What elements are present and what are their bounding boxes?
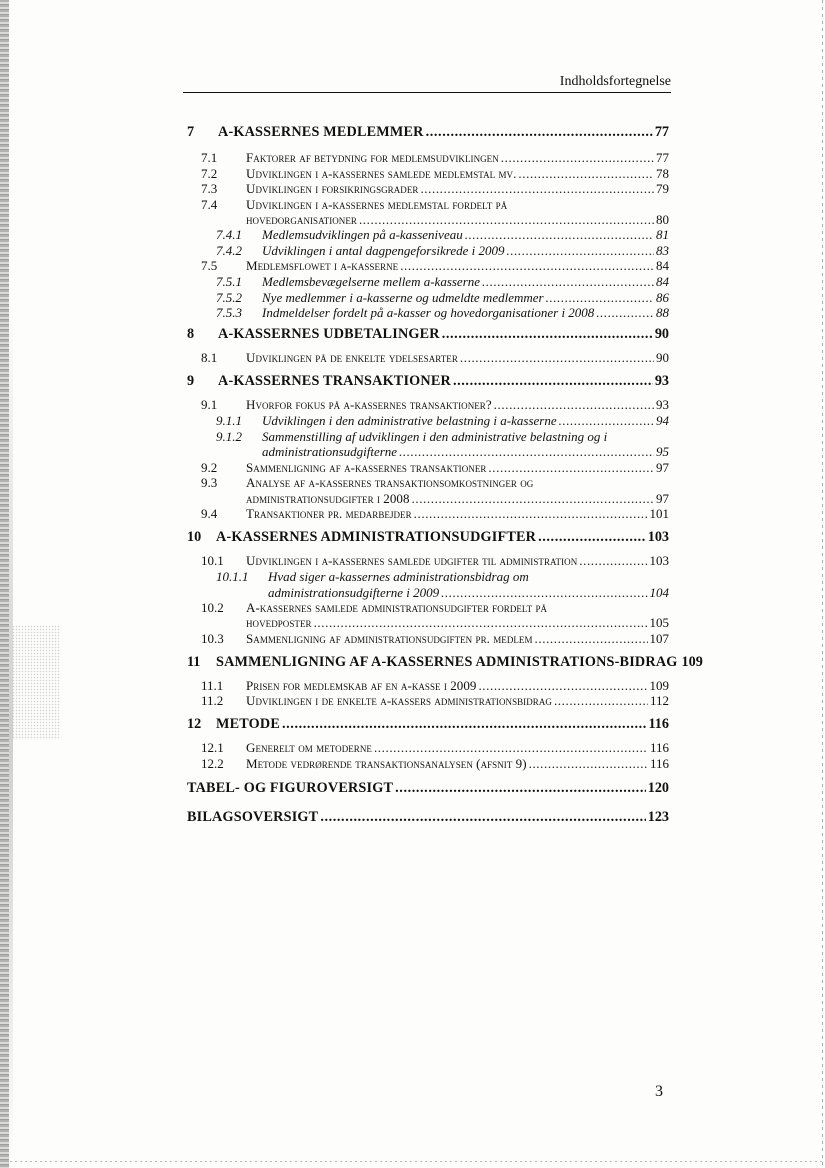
toc-page: 104 [649, 585, 669, 600]
toc-section-10-1[interactable] [201, 553, 669, 569]
toc-page: 93 [654, 373, 669, 389]
toc-number: 9.2 [201, 460, 218, 475]
toc-title: SAMMENLIGNING AF A-KASSERNES ADMINISTRATIONS-BIDRAG [216, 654, 678, 670]
toc-number: 8 [187, 326, 195, 342]
toc-number: 7.2 [201, 166, 218, 181]
toc-number: 9.1.1 [216, 413, 242, 428]
toc-number: 12 [187, 716, 202, 732]
toc-title-continuation: administrationsudgifterne i 2009 [268, 585, 440, 600]
toc-subsection-7-5-3[interactable] [216, 305, 669, 321]
toc-subsection-10-1-1-continued[interactable] [268, 585, 669, 601]
toc-page: 116 [649, 756, 669, 771]
toc-page: 97 [656, 491, 669, 506]
toc-section-10-3[interactable] [201, 631, 669, 647]
dot-leader [400, 258, 654, 274]
toc-title-continuation: hovedposter [246, 615, 312, 630]
toc-subsection-10-1-1[interactable] [216, 569, 669, 585]
toc-page: 90 [654, 326, 669, 342]
toc-title: METODE [216, 716, 281, 732]
toc-title-continuation: administrationsudgifter i 2008 [246, 491, 410, 506]
toc-page: 80 [656, 212, 669, 227]
toc-subsection-9-1-2[interactable] [216, 429, 669, 445]
toc-section-7-3[interactable] [201, 181, 669, 197]
toc-page: 81 [656, 227, 669, 242]
toc-number: 12.2 [201, 756, 224, 771]
toc-number: 11 [187, 654, 201, 670]
toc-page: 109 [681, 654, 703, 670]
toc-page: 105 [649, 615, 669, 630]
toc-chapter-10[interactable] [187, 529, 669, 546]
toc-page: 120 [647, 780, 669, 796]
dot-leader [559, 413, 654, 429]
toc-section-7-1[interactable] [201, 150, 669, 166]
toc-title: Hvorfor fokus på a-kassernes transaktioner? [246, 397, 492, 412]
toc-number: 11.1 [201, 678, 224, 693]
toc-page: 84 [656, 258, 669, 273]
toc-number: 7 [187, 124, 195, 140]
toc-title-continuation: administrationsudgifterne [262, 444, 398, 459]
toc-chapter-9[interactable] [187, 373, 669, 390]
toc-title: A-KASSERNES UDBETALINGER [218, 326, 440, 342]
toc-page: 84 [656, 274, 669, 289]
toc-number: 9 [187, 373, 195, 389]
dot-leader [538, 529, 646, 546]
dot-leader [426, 124, 653, 141]
dot-leader [414, 506, 648, 522]
dot-leader [441, 585, 647, 601]
dot-leader [501, 150, 654, 166]
toc-section-7-2[interactable] [201, 166, 669, 182]
toc-chapter-7[interactable] [187, 124, 669, 141]
toc-section-7-4-continued[interactable] [246, 212, 669, 228]
toc-title: Udviklingen i de enkelte a-kassers administrationsbidrag [246, 693, 552, 708]
toc-title: Hvad siger a-kassernes administrationsbidrag om [268, 569, 529, 584]
toc-page: 79 [656, 181, 669, 196]
dot-leader [478, 678, 647, 694]
dot-leader [596, 305, 654, 321]
page-number: 3 [655, 1083, 663, 1100]
toc-subsection-7-5-1[interactable] [216, 274, 669, 290]
dot-leader [395, 780, 646, 797]
toc-title: A-KASSERNES ADMINISTRATIONSUDGIFTER [216, 529, 537, 545]
toc-title: Udviklingen i a-kassernes samlede medlemstal mv. [246, 166, 517, 181]
toc-title: Udviklingen i den administrative belastning i a-kasserne [262, 413, 557, 428]
toc-subsection-7-5-2[interactable] [216, 290, 669, 306]
toc-section-7-4[interactable] [201, 197, 669, 213]
toc-page: 97 [656, 460, 669, 475]
toc-title: Prisen for medlemskab af en a-kasse i 2009 [246, 678, 477, 693]
toc-section-9-1[interactable] [201, 397, 669, 413]
toc-number: 10.1 [201, 553, 224, 568]
toc-section-9-3[interactable] [201, 475, 669, 491]
toc-subsection-7-4-1[interactable] [216, 227, 669, 243]
dot-leader [359, 212, 654, 228]
dot-leader [518, 166, 654, 182]
toc-title: Sammenstilling af udviklingen i den administrative belastning og i [262, 429, 608, 444]
toc-title: Udviklingen på de enkelte ydelsesarter [246, 350, 458, 365]
toc-number: 7.5 [201, 258, 218, 273]
toc-title: A-KASSERNES TRANSAKTIONER [218, 373, 451, 389]
toc-number: 12.1 [201, 740, 224, 755]
toc-title: Indmeldelser fordelt på a-kasser og hovedorganisationer i 2008 [262, 305, 595, 320]
dot-leader [282, 716, 646, 733]
toc-chapter-12[interactable] [187, 716, 669, 733]
dot-leader [482, 274, 654, 290]
toc-title: TABEL- OG FIGUROVERSIGT [187, 780, 394, 796]
toc-number: 10.2 [201, 600, 224, 615]
dot-leader [442, 326, 653, 343]
toc-page: 109 [649, 678, 669, 693]
dot-leader [554, 693, 648, 709]
toc-title-continuation: hovedorganisationer [246, 212, 357, 227]
toc-page: 77 [656, 150, 669, 165]
toc-page: 83 [656, 243, 669, 258]
dot-leader [546, 290, 654, 306]
toc-title: Transaktioner pr. medarbejder [246, 506, 412, 521]
dot-leader [399, 444, 654, 460]
running-header: Indholdsfortegnelse [183, 74, 671, 93]
toc-page: 94 [656, 413, 669, 428]
toc-section-9-2[interactable] [201, 460, 669, 476]
toc-page: 78 [656, 166, 669, 181]
toc-title: Udviklingen i a-kassernes medlemstal fordelt på [246, 197, 508, 212]
toc-section-11-1[interactable] [201, 678, 669, 694]
dot-leader [374, 740, 648, 756]
toc-page: 86 [656, 290, 669, 305]
dot-leader [314, 615, 648, 631]
toc-number: 9.3 [201, 475, 218, 490]
toc-title: Metode vedrørende transaktionsanalysen (afsnit 9) [246, 756, 527, 771]
toc-page: 116 [649, 740, 669, 755]
dot-leader [529, 756, 648, 772]
dot-leader [507, 243, 655, 259]
toc-number: 7.5.2 [216, 290, 242, 305]
toc-title: A-kassernes samlede administrationsudgifter fordelt på [246, 600, 548, 615]
dot-leader [494, 397, 654, 413]
toc-chapter-8[interactable] [187, 326, 669, 343]
toc-section-9-3-continued[interactable] [246, 491, 669, 507]
toc-number: 11.2 [201, 693, 224, 708]
toc-title: Nye medlemmer i a-kasserne og udmeldte medlemmer [262, 290, 544, 305]
toc-page: 88 [656, 305, 669, 320]
toc-title: Udviklingen i forsikringsgrader [246, 181, 419, 196]
toc-page: 112 [649, 693, 669, 708]
toc-number: 10 [187, 529, 202, 545]
toc-page: 101 [649, 506, 669, 521]
dot-leader [579, 553, 647, 569]
toc-section-8-1[interactable] [201, 350, 669, 366]
toc-number: 7.5.3 [216, 305, 242, 320]
toc-title: Generelt om metoderne [246, 740, 372, 755]
toc-section-11-2[interactable] [201, 693, 669, 709]
toc-page: 116 [648, 716, 669, 732]
dot-leader [465, 227, 654, 243]
toc-subsection-9-1-1[interactable] [216, 413, 669, 429]
toc-title: Medlemsudviklingen på a-kasseniveau [262, 227, 463, 242]
toc-title: A-KASSERNES MEDLEMMER [218, 124, 424, 140]
toc-page: 123 [647, 809, 669, 825]
toc-page: 90 [656, 350, 669, 365]
toc-title: Medlemsflowet i a-kasserne [246, 258, 399, 273]
toc-section-7-5[interactable] [201, 258, 669, 274]
toc-number: 7.4.1 [216, 227, 242, 242]
toc-section-9-4[interactable] [201, 506, 669, 522]
toc-title: Sammenligning af a-kassernes transaktioner [246, 460, 487, 475]
dot-leader [488, 460, 654, 476]
toc-number: 7.1 [201, 150, 218, 165]
toc-tabel-og-figuroversigt[interactable] [187, 780, 669, 797]
toc-title: Analyse af a-kassernes transaktionsomkostninger og [246, 475, 534, 490]
toc-title: Faktorer af betydning for medlemsudviklingen [246, 150, 499, 165]
toc-bilagsoversigt[interactable] [187, 809, 669, 826]
toc-chapter-11[interactable] [187, 654, 703, 671]
toc-page: 93 [656, 397, 669, 412]
toc-page: 107 [649, 631, 669, 646]
toc-title: Medlemsbevægelserne mellem a-kasserne [262, 274, 481, 289]
toc-section-10-2-continued[interactable] [246, 615, 669, 631]
toc-section-12-2[interactable] [201, 756, 669, 772]
toc-number: 7.4 [201, 197, 218, 212]
toc-page: 103 [649, 553, 669, 568]
toc-number: 7.5.1 [216, 274, 242, 289]
toc-number: 10.1.1 [216, 569, 249, 584]
toc-number: 9.1 [201, 397, 218, 412]
dot-leader [412, 491, 655, 507]
dot-leader [420, 181, 654, 197]
toc-number: 9.4 [201, 506, 218, 521]
toc-page: 103 [647, 529, 669, 545]
dot-leader [460, 350, 654, 366]
dot-leader [535, 631, 648, 647]
toc-section-10-2[interactable] [201, 600, 669, 616]
toc-number: 7.4.2 [216, 243, 242, 258]
toc-number: 9.1.2 [216, 429, 242, 444]
toc-subsection-7-4-2[interactable] [216, 243, 669, 259]
toc-number: 7.3 [201, 181, 218, 196]
toc-page: 77 [654, 124, 669, 140]
toc-title: Udviklingen i a-kassernes samlede udgifter til administration [246, 553, 578, 568]
toc-subsection-9-1-2-continued[interactable] [262, 444, 669, 460]
toc-number: 8.1 [201, 350, 218, 365]
dot-leader [453, 373, 653, 390]
toc-section-12-1[interactable] [201, 740, 669, 756]
toc-number: 10.3 [201, 631, 224, 646]
toc-title: Udviklingen i antal dagpengeforsikrede i 2009 [262, 243, 505, 258]
toc-title: Sammenligning af administrationsudgiften pr. medlem [246, 631, 533, 646]
dot-leader [320, 809, 645, 826]
toc-title: BILAGSOVERSIGT [187, 809, 319, 825]
toc-page: 95 [656, 444, 669, 459]
